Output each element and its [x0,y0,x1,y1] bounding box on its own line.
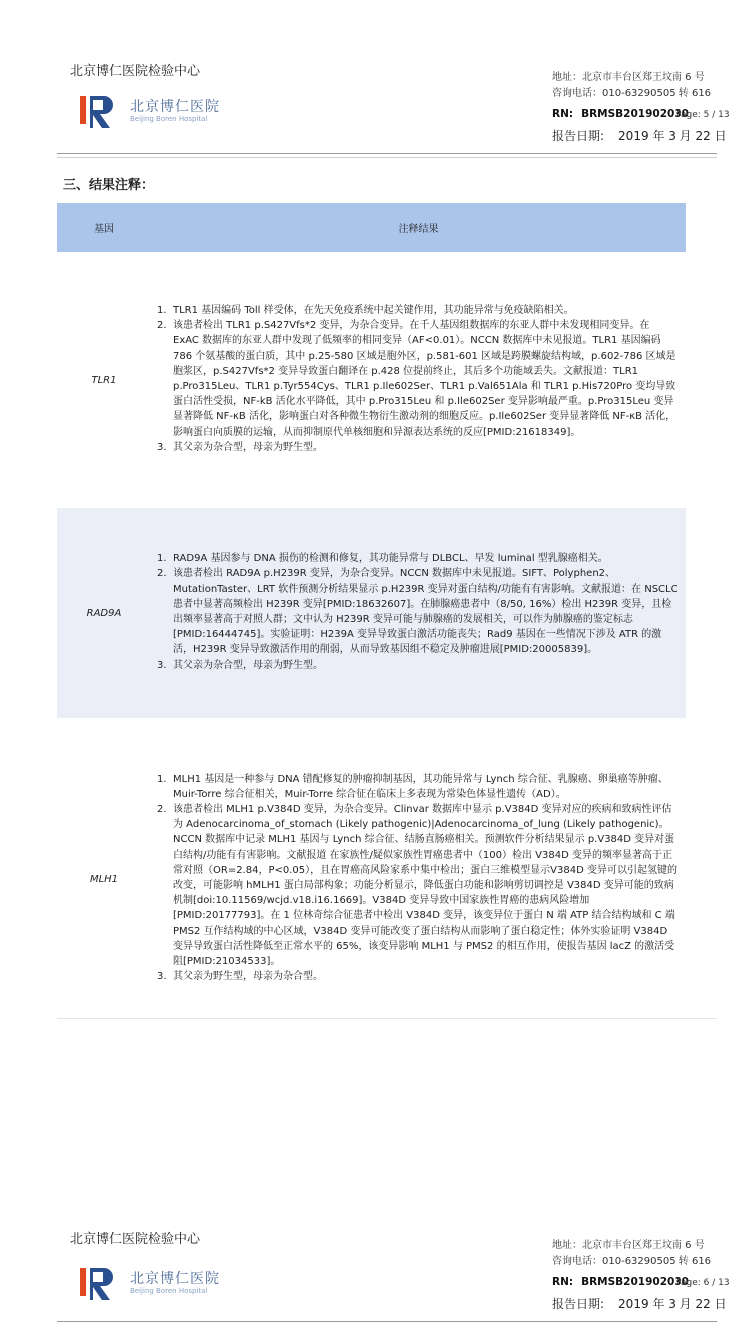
logo-text-cn: 北京博仁医院 [130,1271,220,1287]
list-item: 1. TLR1 基因编码 Toll 样受体，在先天免疫系统中起关键作用，其功能异常与免疫缺陷相关。 [157,304,574,316]
list-item: 3. 其父亲为野生型，母亲为杂合型。 [157,971,323,983]
hospital-logo [76,88,236,132]
hospital-logo [76,1260,236,1304]
results-table [57,203,686,1040]
phone: 咨询电话：010-63290505 转 616 [552,1256,712,1267]
report-date-value: 2019 年 3 月 22 日 [618,129,727,143]
col-header-note: 注释结果 [151,203,686,252]
table-bottom-divider [57,1018,717,1019]
list-item: 1. RAD9A 基因参与 DNA 损伤的检测和修复，其功能异常与 DLBCL、早发 luminal 型乳腺癌相关。 [157,553,608,565]
report-date [552,127,727,144]
page-number: Page: 6 / 13 [676,1278,730,1288]
phone: 咨询电话：010-63290505 转 616 [552,88,712,99]
report-number [552,1276,689,1288]
list-item: 2. 该患者检出 TLR1 p.S427Vfs*2 变异，为杂合变异。在千人基因组数据库的东亚人群中未发现相同变异。在 ExAC 数据库的东亚人群中发现了低频率的相同变异（AF<0.01）。NCCN 数据库中未见报道。TLR1 基因编码 786 个氨基酸的蛋白质，其中 p.25-580 区域是胞外区，p.581-601 区域是跨膜螺旋结构域，p.602-786 区域是胞浆区，p.S427Vfs*2 变异导致蛋白翻译在 p.428 位提前终止，其后多个功能域丢失。文献报道：TLR1 p.Pro315Leu、TLR1 p.Tyr554Cys、TLR1 p.Ile602Ser、TLR1 p.Val651Ala 和 TLR1 p.His720Pro 变均导致蛋白活性受损，NF-kB 活化水平降低，其中 p.Pro315Leu 和 p.Ile602Ser 变异影响最严重。p.Pro315Leu 变异显著降低 NF-κB 活化，影响蛋白对各种微生物衍生激动剂的细胞反应。p.Ile602Ser 变异显著降低 NF-κB 活化，影响蛋白向质膜的运输，从而抑制原代单核细胞和异源表达系统的反应[PMID:21618349]。 [157,320,676,438]
hospital-logo-icon [76,88,120,132]
report-number [552,108,689,120]
logo-text-en: Beijing Boren Hospital [130,115,208,123]
list-item: 2. 该患者检出 MLH1 p.V384D 变异，为杂合变异。Clinvar 数据库中显示 p.V384D 变异对应的疾病和致病性评估为 Adenocarcinoma_of_stomach (Likely pathogenic)|Adenocarcinoma_of_lung (Likely pathogenic)。NCCN 数据库中记录 MLH1 基因与 Lynch 综合征、结肠直肠癌相关。预测软件分析结果显示 p.V384D 变异对蛋白结构/功能有有害影响。文献报道 在家族性/疑似家族性胃癌患者中（100）检出 V384D 变异的频率显著高于正常对照（OR=2.84，P<0.05），且在胃癌高风险家系中集中检出；蛋白三维模型显示V384D 变异可以引起氢键的改变，可能影响 hMLH1 蛋白局部构象；功能分析显示，降低蛋白功能和影响剪切调控是 V384D 变异可能的致病机制[doi:10.11569/wcjd.v18.i16.1669]。V384D 变异导致中国家族性胃癌的患病风险增加[PMID:20177793]。在 1 位林奇综合征患者中检出 V384D 变异，该变异位于蛋白 N 端 ATP 结合结构域和 C 端 PMS2 互作结构域的中心区域，V384D 变异可能改变了蛋白结构从而影响了蛋白稳定性；体外实验证明 V384D 变异导致蛋白活性降低至正常水平的 65%，该变异影响 MLH1 与 PMS2 的相互作用，使报告基因 lacZ 的激活受阻[PMID:21034533]。 [157,803,677,968]
page-header-bottom [0,1228,750,1328]
table-header-row [57,203,686,252]
list-item: 3. 其父亲为杂合型，母亲为野生型。 [157,441,323,453]
rn-value: BRMSB201902030 [581,108,689,120]
hospital-logo-icon [76,1260,120,1304]
list-item: 3. 其父亲为杂合型，母亲为野生型。 [157,659,323,671]
list-item: 1. MLH1 基因是一种参与 DNA 错配修复的肿瘤抑制基因，其功能异常与 Lynch 综合征、乳腺癌、卵巢癌等肿瘤、Muir-Torre 综合征相关，Muir-Torre 综合征在临床上多表现为常染色体显性遗传（AD）。 [157,773,668,800]
address: 地址：北京市丰台区郑王坟南 6 号 [552,1240,705,1251]
header-divider [57,1321,717,1322]
section-title: 三、结果注释： [63,178,155,193]
logo-text-cn: 北京博仁医院 [130,99,220,115]
header-divider [57,153,717,154]
table-row [57,252,686,508]
header-divider-thin [57,157,717,158]
address: 地址：北京市丰台区郑王坟南 6 号 [552,72,705,83]
report-date-label: 报告日期: [552,129,605,143]
page-header-top [0,60,750,160]
gene-name: MLH1 [89,873,119,885]
annotation-cell [151,508,686,718]
gene-name: TLR1 [91,374,117,386]
institution-name: 北京博仁医院检验中心 [70,64,201,79]
table-row [57,718,686,1040]
annotation-cell [151,718,686,1040]
report-date-value: 2019 年 3 月 22 日 [618,1297,727,1311]
rn-value: BRMSB201902030 [581,1276,689,1288]
list-item: 2. 该患者检出 RAD9A p.H239R 变异，为杂合变异。NCCN 数据库中未见报道。SIFT、Polyphen2、MutationTaster、LRT 软件预测分析结果显示 p.H239R 变异对蛋白结构/功能有有害影响。文献报道：在 NSCLC 患者中显著高频检出 H239R 变异[PMID:18632607]。在肺腺癌患者中（8/50, 16%）检出 H239R 变异，且检出频率显著高于对照人群；文中认为 H239R 变异可能与肺腺癌的发展相关，可以作为肺腺癌的鉴定标志[PMID:16444745]。实验证明：H239A 变异导致蛋白激活功能丧失；Rad9 基因在一些情况下涉及 ATR 的激活，H239R 变异导致激活作用的削弱，从而导致基因组不稳定及肿瘤进展[PMID:20005839]。 [157,568,678,656]
rn-label: RN: [552,1276,574,1288]
institution-name: 北京博仁医院检验中心 [70,1232,201,1247]
table-row [57,508,686,718]
col-header-gene: 基因 [57,203,151,252]
report-date-label: 报告日期: [552,1297,605,1311]
logo-text-en: Beijing Boren Hospital [130,1287,208,1295]
annotation-cell [151,252,686,508]
rn-label: RN: [552,108,574,120]
report-date [552,1295,727,1312]
gene-name: RAD9A [57,508,151,718]
page-number: Page: 5 / 13 [676,110,730,120]
